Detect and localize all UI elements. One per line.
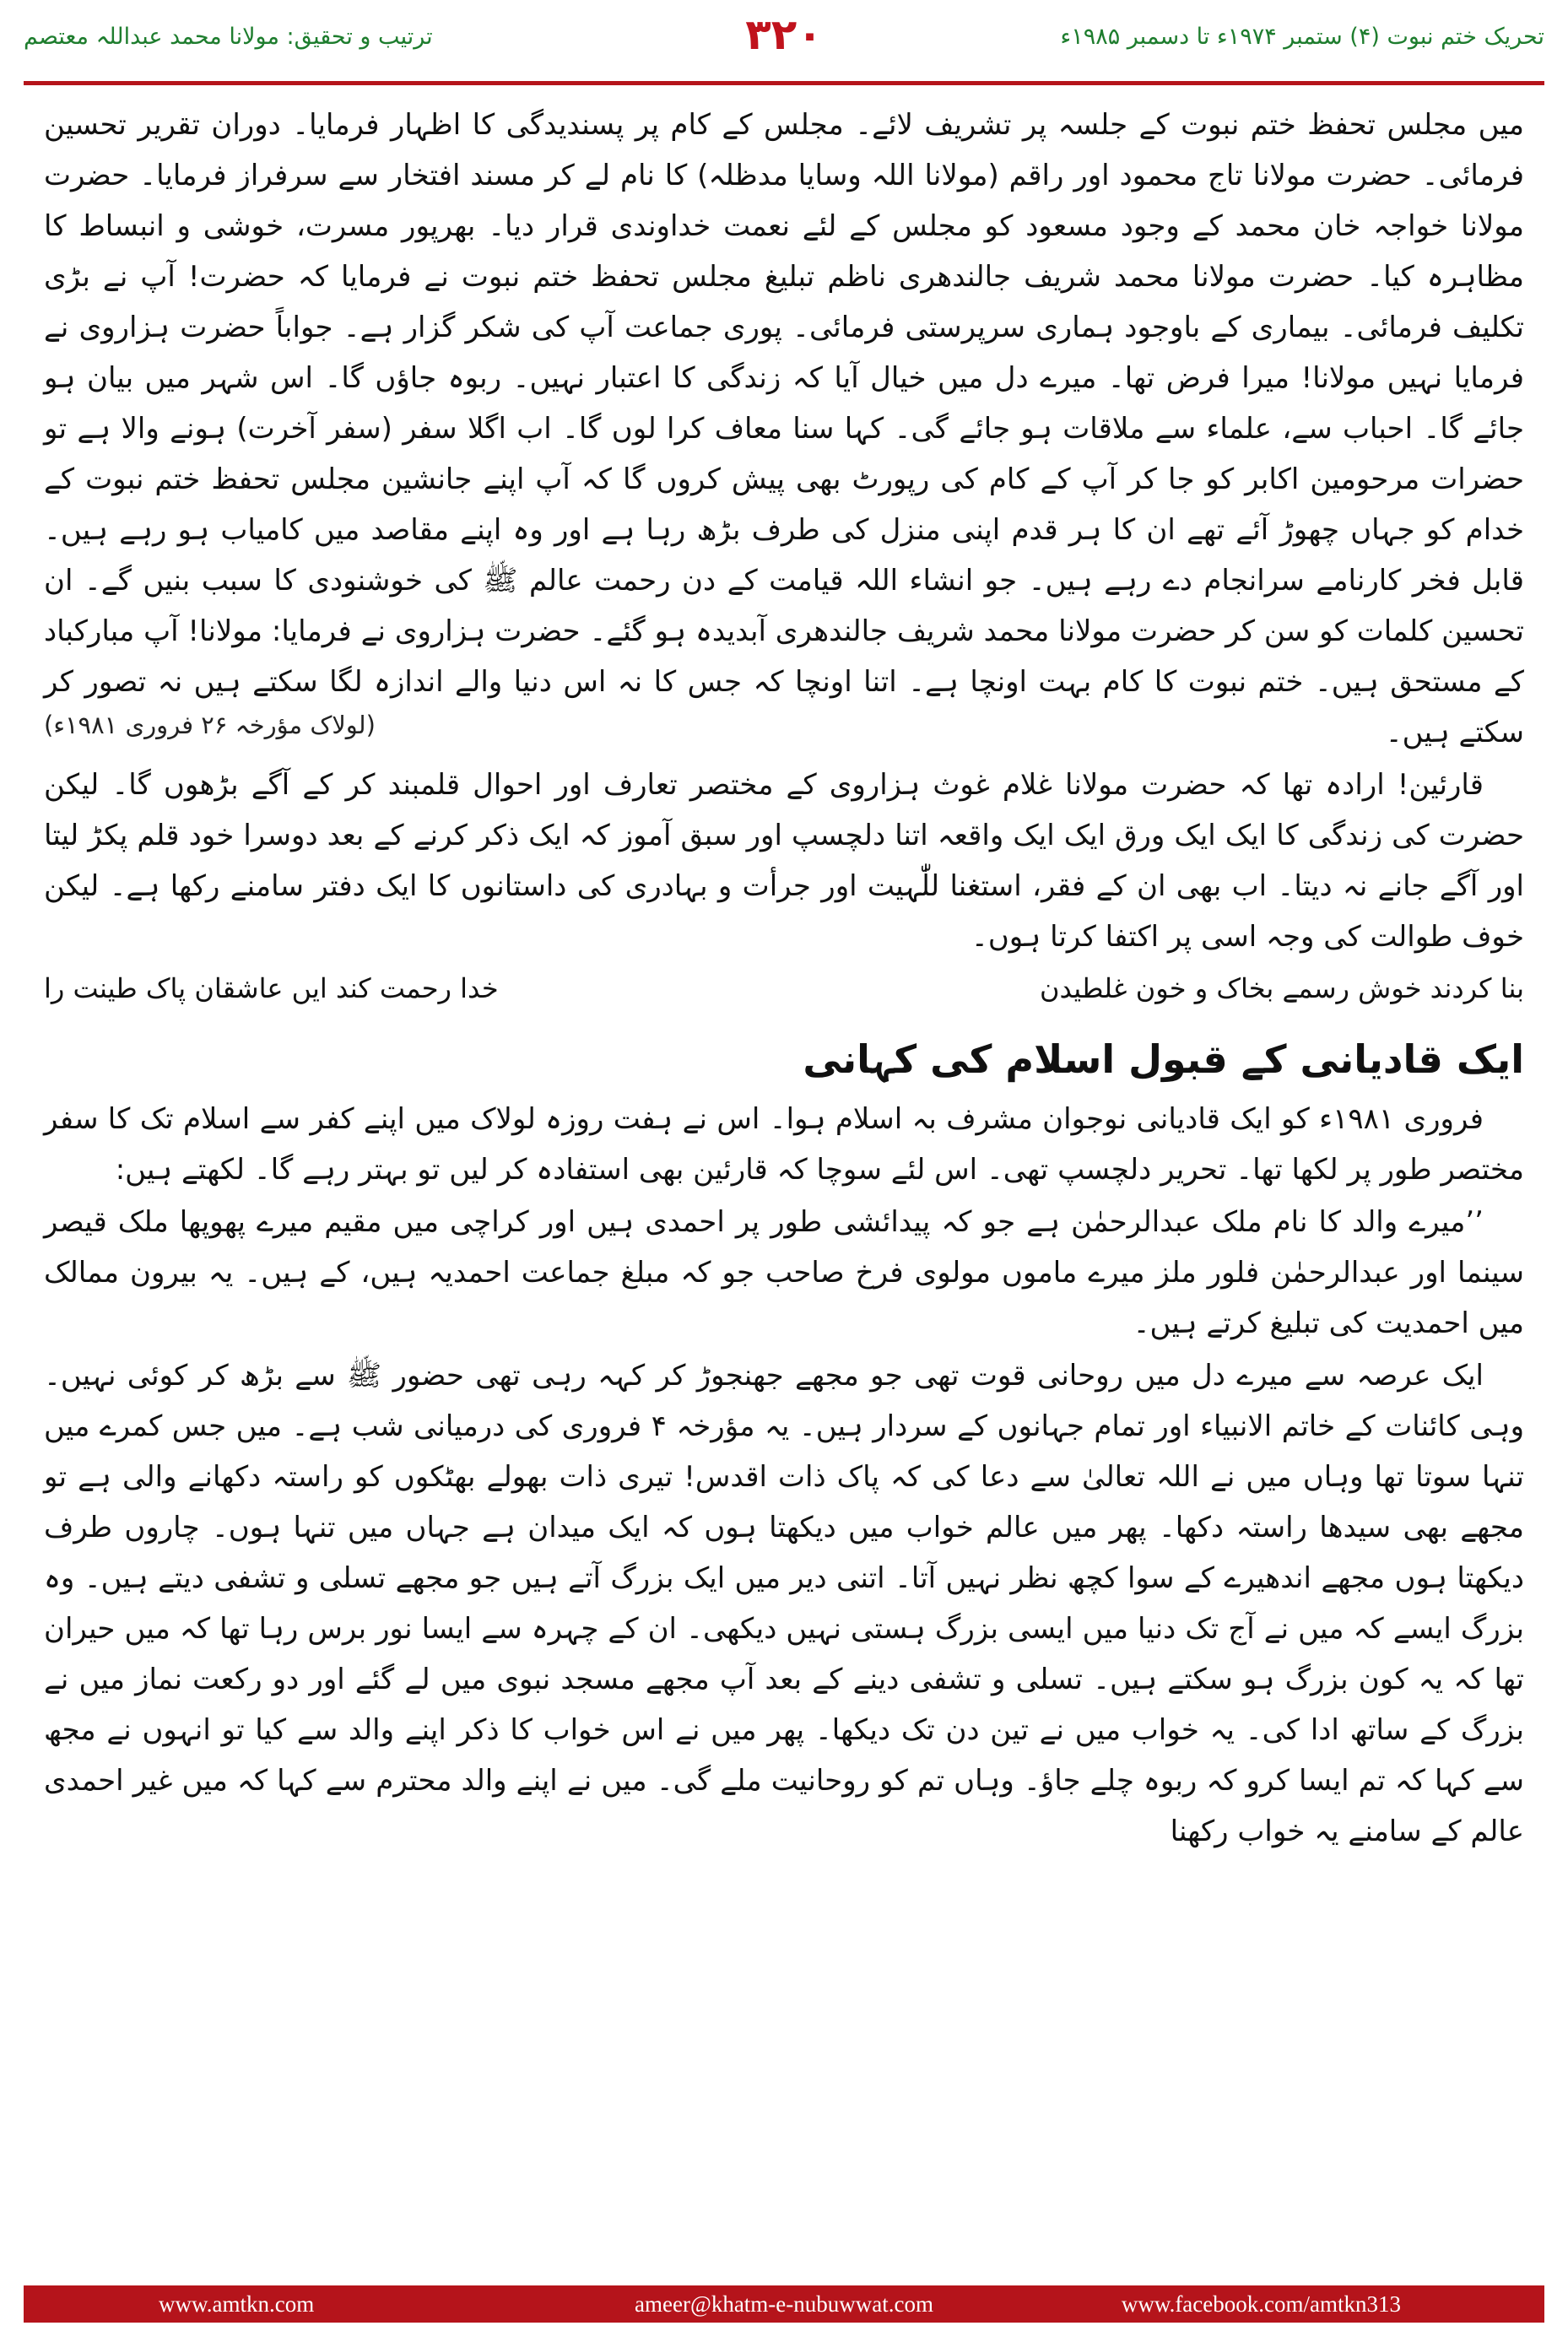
paragraph-readers-note: قارئین! ارادہ تھا کہ حضرت مولانا غلام غوث ہزاروی کے مختصر تعارف اور احوال قلمبند کر کے آگے بڑھوں گا۔ لیکن حضرت کی زندگی کا ایک ایک ورق ایک ایک واقعہ اتنا دلچسپ اور سبق آموز کہ ایک ذکر کرنے کے بعد دوسرا خود قلم پکڑ لیتا اور آگے جانے نہ دیتا۔ اب بھی ان کے فقر، استغنا للّٰہیت اور جرأت و بہادری کی داستانوں کا ایک دفتر سامنے رکھا ہے۔ لیکن خوف طوالت کی وجہ اسی پر اکتفا کرتا ہوں۔ [44, 768, 1524, 954]
citation: (لولاک مؤرخہ ۲۶ فروری ۱۹۸۱ء) [44, 711, 376, 739]
section-heading: ایک قادیانی کے قبول اسلام کی کہانی [803, 1036, 1524, 1082]
persian-couplet [44, 965, 1524, 1021]
article-body [44, 100, 1524, 2277]
page-header [24, 10, 1544, 83]
footer-email-link[interactable]: ameer@khatm-e-nubuwwat.com [635, 2291, 933, 2317]
couplet-second-line: خدا رحمت کند ایں عاشقان پاک طینت را [44, 972, 499, 1004]
series-title: تحریک ختم نبوت (۴) ستمبر ۱۹۷۴ء تا دسمبر ۱۹۸۵ء [1060, 24, 1544, 50]
footer-website-link[interactable]: www.amtkn.com [159, 2291, 315, 2317]
paragraph-dream: ایک عرصہ سے میرے دل میں روحانی قوت تھی جو مجھے جھنجوڑ کر کہہ رہی تھی حضور ﷺ سے بڑھ کر کوئی نہیں۔ وہی کائنات کے خاتم الانبیاء اور تمام جہانوں کے سردار ہیں۔ یہ مؤرخہ ۴ فروری کی درمیانی شب ہے۔ میں جس کمرے میں تنہا سوتا تھا وہاں میں نے اللہ تعالیٰ سے دعا کی کہ پاک ذات اقدس! تیری ذات بھولے بھٹکوں کو راستہ دکھانے والی ہے تو مجھے بھی سیدھا راستہ دکھا۔ پھر میں عالم خواب میں دیکھتا ہوں کہ ایک میدان ہے جہاں میں تنہا ہوں۔ چاروں طرف دیکھتا ہوں مجھے اندھیرے کے سوا کچھ نظر نہیں آتا۔ اتنی دیر میں ایک بزرگ آتے ہیں جو مجھے تسلی و تشفی دیتے ہیں۔ وہ بزرگ ایسے کہ میں نے آج تک دنیا میں ایسی بزرگ ہستی نہیں دیکھی۔ ان کے چہرہ سے ایسا نور برس رہا تھا کہ میں حیران تھا کہ یہ کون بزرگ ہو سکتے ہیں۔ تسلی و تشفی دینے کے بعد آپ مجھے مسجد نبوی میں لے گئے اور دو رکعت نماز میں نے بزرگ کے ساتھ ادا کی۔ یہ خواب میں نے تین دن تک دیکھا۔ پھر میں نے اس خواب کا ذکر اپنے والد سے کیا تو انہوں نے مجھ سے کہا کہ تم ایسا کرو کہ ربوہ چلے جاؤ۔ وہاں تم کو روحانیت ملے گی۔ میں نے اپنے والد محترم سے کہا کہ میں غیر احمدی عالم کے سامنے یہ خواب رکھنا [44, 1359, 1524, 1848]
page-footer [24, 2285, 1544, 2323]
header-divider [24, 81, 1544, 85]
couplet-first-line: بنا کردند خوش رسمے بخاک و خون غلطیدن [1040, 972, 1524, 1004]
paragraph-family: ’’میرے والد کا نام ملک عبدالرحمٰن ہے جو کہ پیدائشی طور پر احمدی ہیں اور کراچی میں مقیم میرے پھوپھا ملک قیصر سینما اور عبدالرحمٰن فلور ملز میرے ماموں مولوی فرخ صاحب جو کہ مبلغ جماعت احمدیہ ہیں، کے ہیں۔ یہ بیرون ممالک میں احمدیت کی تبلیغ کرتے ہیں۔ [44, 1205, 1524, 1340]
page-number: ۳۲۰ [745, 10, 823, 59]
footer-facebook-link[interactable]: www.facebook.com/amtkn313 [1121, 2291, 1401, 2317]
paragraph-conversion-intro: فروری ۱۹۸۱ء کو ایک قادیانی نوجوان مشرف بہ اسلام ہوا۔ اس نے ہفت روزہ لولاک میں اپنے کفر سے اسلام تک کا سفر مختصر طور پر لکھا تھا۔ تحریر دلچسپ تھی۔ اس لئے سوچا کہ قارئین بھی استفادہ کر لیں تو بہتر رہے گا۔ لکھتے ہیں: [44, 1102, 1524, 1187]
compiler-credit: ترتیب و تحقیق: مولانا محمد عبداللہ معتصم [24, 24, 433, 50]
paragraph-hazarvi-visit: میں مجلس تحفظ ختم نبوت کے جلسہ پر تشریف لائے۔ مجلس کے کام پر پسندیدگی کا اظہار فرمایا۔ دوران تقریر تحسین فرمائی۔ حضرت مولانا تاج محمود اور راقم (مولانا اللہ وسایا مدظلہ) کا نام لے کر مسند افتخار سے سرفراز فرمایا۔ حضرت مولانا خواجہ خان محمد کے وجود مسعود کو مجلس کے لئے نعمت خداوندی قرار دیا۔ بھرپور مسرت، خوشی و انبساط کا مظاہرہ کیا۔ حضرت مولانا محمد شریف جالندھری ناظم تبلیغ مجلس تحفظ ختم نبوت نے فرمایا کہ حضرت! آپ نے بڑی تکلیف فرمائی۔ بیماری کے باوجود ہماری سرپرستی فرمائی۔ پوری جماعت آپ کی شکر گزار ہے۔ جواباً حضرت ہزاروی نے فرمایا نہیں مولانا! میرا فرض تھا۔ میرے دل میں خیال آیا کہ زندگی کا اعتبار نہیں۔ ربوہ جاؤں گا۔ اس شہر میں بیان ہو جائے گا۔ احباب سے، علماء سے ملاقات ہو جائے گی۔ کہا سنا معاف کرا لوں گا۔ اب اگلا سفر (سفر آخرت) ہونے والا ہے تو حضرات مرحومین اکابر کو جا کر آپ کے کام کی رپورٹ بھی پیش کروں گا کہ آپ اپنے جانشین مجلس تحفظ ختم نبوت کے خدام کو جہاں چھوڑ آئے تھے ان کا ہر قدم اپنی منزل کی طرف بڑھ رہا ہے اور وہ اپنے مقاصد میں کامیاب ہو رہے ہیں۔ قابل فخر کارنامے سرانجام دے رہے ہیں۔ جو انشاء اللہ قیامت کے دن رحمت عالم ﷺ کی خوشنودی کا سبب بنیں گے۔ ان تحسین کلمات کو سن کر حضرت مولانا محمد شریف جالندھری آبدیدہ ہو گئے۔ حضرت ہزاروی نے فرمایا: مولانا! آپ مبارکباد کے مستحق ہیں۔ ختم نبوت کا کام بہت اونچا ہے۔ اتنا اونچا کہ جس کا نہ اس دنیا والے اندازہ لگا سکتے ہیں نہ تصور کر سکتے ہیں۔ [44, 108, 1524, 749]
